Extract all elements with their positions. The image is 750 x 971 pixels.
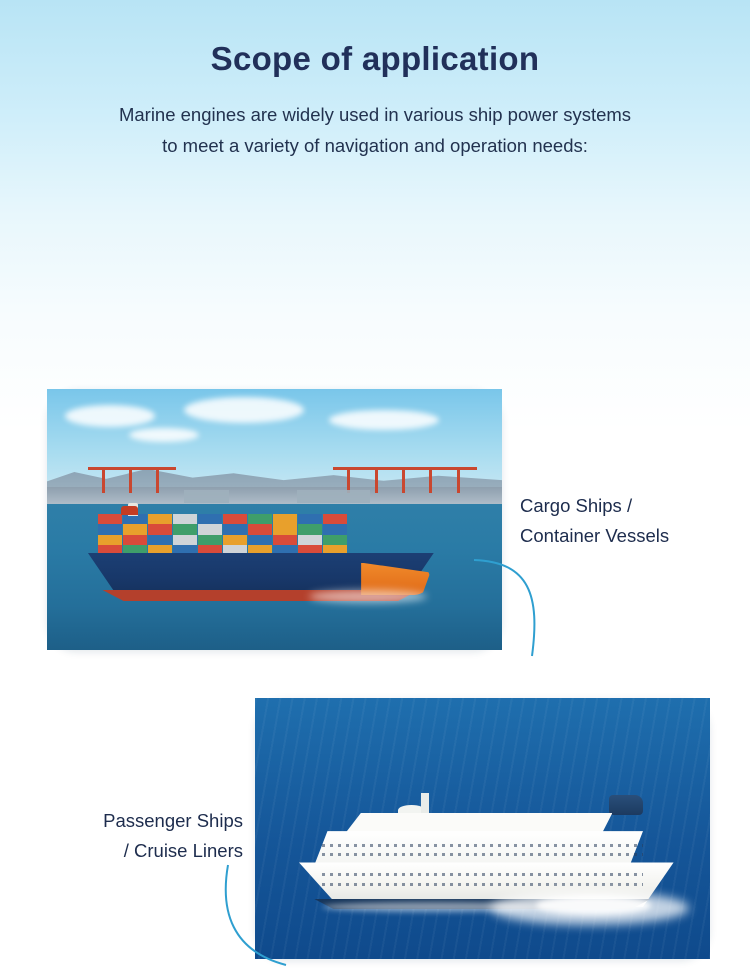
page-title: Scope of application [210, 40, 540, 77]
cruise-caption-line-1: Passenger Ships [103, 810, 243, 832]
cruise-ship-caption [18, 806, 243, 866]
cargo-caption-line-2: Container Vessels [520, 525, 670, 546]
cruise-caption-line-2: / Cruise Liners [123, 840, 243, 861]
subtitle-line-1: Marine engines are widely used in various ship power systems [118, 104, 632, 125]
page-subtitle [0, 100, 750, 161]
cruise-ship-image [255, 698, 710, 959]
cargo-caption-line-1: Cargo Ships / [520, 495, 633, 517]
subtitle-line-2: to meet a variety of navigation and operation needs: [162, 134, 588, 156]
cargo-ship-caption [520, 491, 730, 551]
cargo-ship-image [47, 389, 502, 650]
